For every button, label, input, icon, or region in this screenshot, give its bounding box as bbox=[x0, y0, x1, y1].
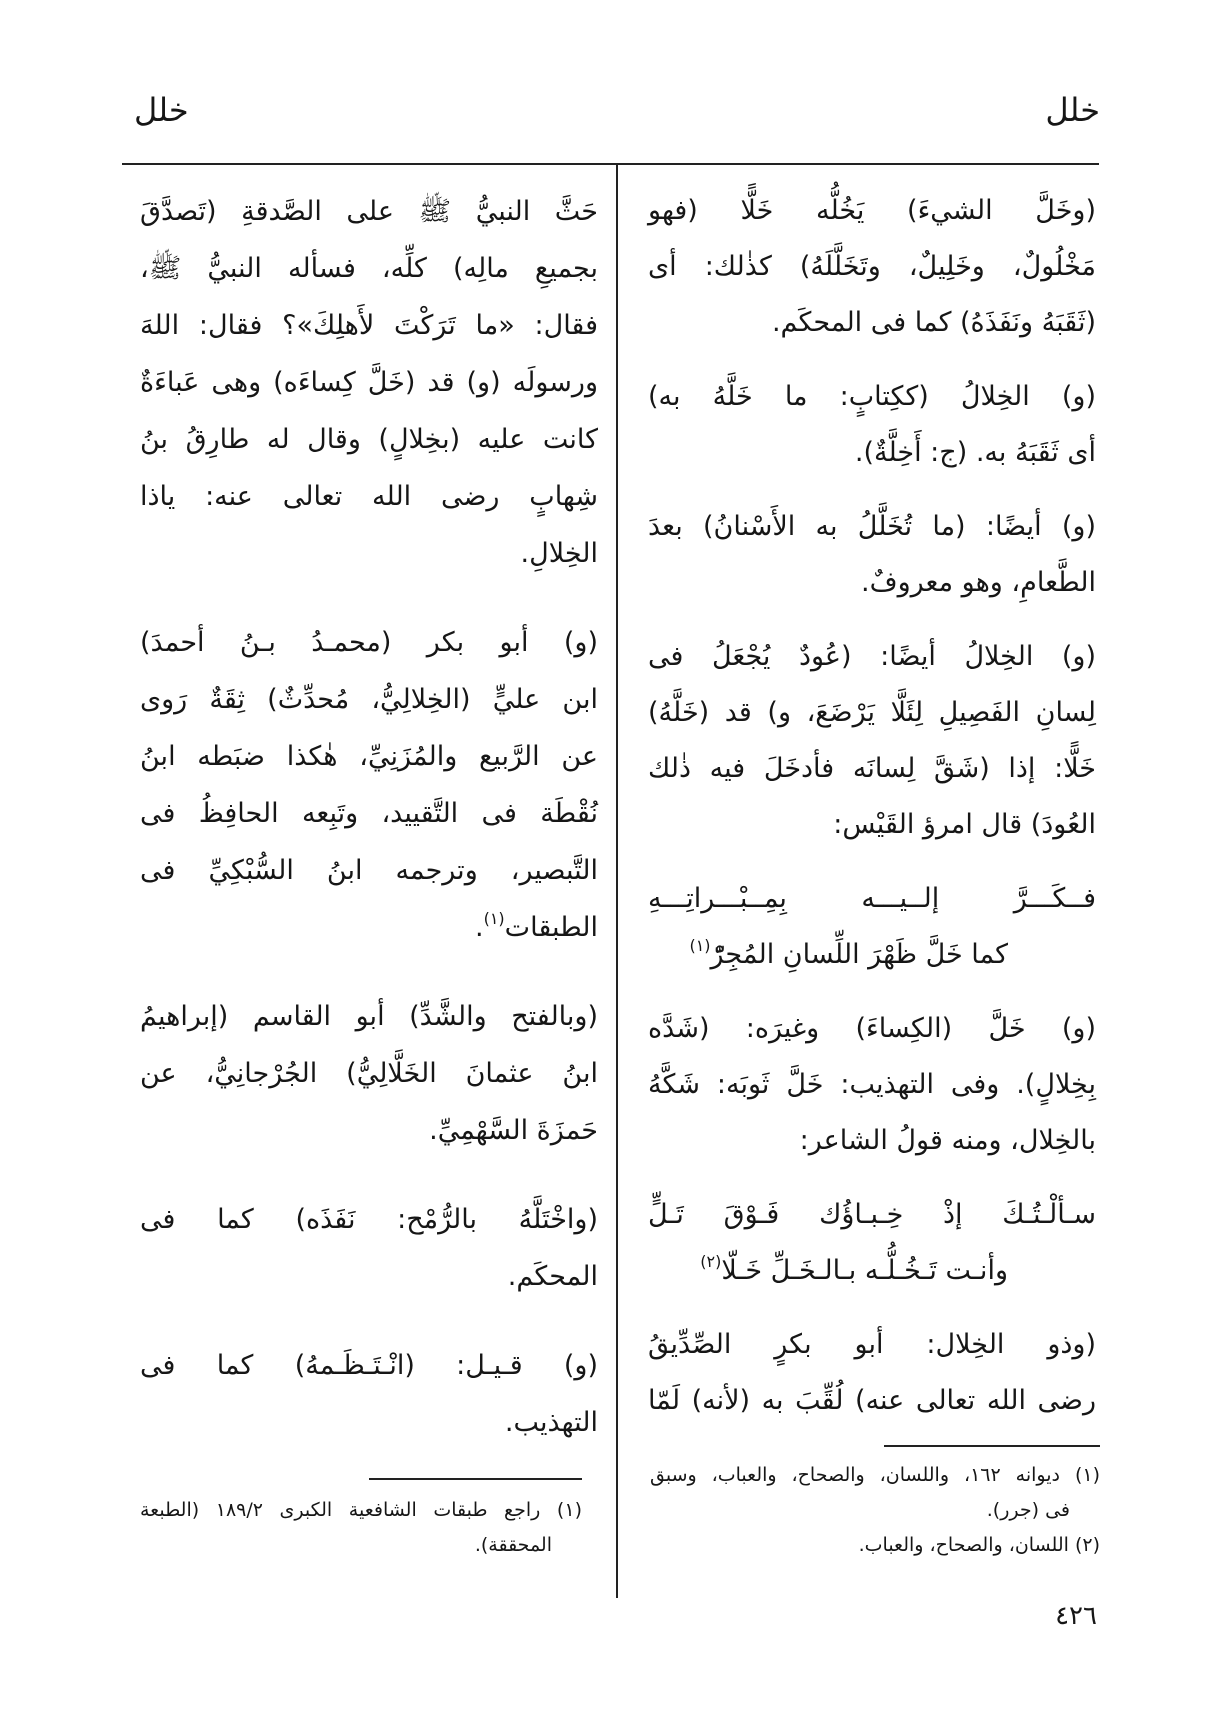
text-line: مَخْلُولٌ، وخَلِيلٌ، وتَخَلَّلَهُ) كذٰلك: أى bbox=[648, 251, 1096, 282]
line-text: الطبقات bbox=[504, 912, 598, 943]
verse-block bbox=[648, 1187, 1096, 1299]
text-line: (و) خَلَّ (الكِساءَ) وغيرَه: (شَدَّه bbox=[648, 1013, 1096, 1044]
text-line: بالخِلال، ومنه قولُ الشاعر: bbox=[799, 1125, 1096, 1156]
entry-paragraph bbox=[648, 499, 1096, 611]
footnote-line: (٢) اللسان، والصحاح، والعباب. bbox=[858, 1534, 1100, 1556]
footnote-line: فى (جرر). bbox=[986, 1499, 1070, 1521]
right-column bbox=[648, 183, 1096, 1447]
text-line: خَلًّا: إذا (شَقَّ لِسانَه فأدخَلَ فيه ذٰلك bbox=[648, 753, 1096, 784]
text-line: شِهابٍ رضى الله تعالى عنه: ياذا bbox=[140, 481, 598, 512]
footnote-rule bbox=[884, 1445, 1100, 1447]
text-line: حَثَّ النبيُّ ﷺ على الصَّدقةِ (تَصدَّقَ bbox=[140, 196, 598, 227]
verse-text: كما خَلَّ ظَهْرَ اللِّسانِ المُجِرّْ bbox=[710, 939, 1008, 970]
footnote-line: المحققة). bbox=[474, 1534, 552, 1556]
verse-line bbox=[648, 1243, 1096, 1299]
entry-paragraph bbox=[140, 988, 598, 1159]
entry-paragraph bbox=[140, 1191, 598, 1305]
footnote-marker: (١) bbox=[483, 909, 505, 928]
text-line: (و) أبو بكر (محمـدُ بـنُ أحمدَ) bbox=[140, 627, 598, 658]
entry-paragraph bbox=[648, 629, 1096, 853]
text-line: فقال: «ما تَرَكْتَ لأَهلِكَ»؟ فقال: اللهَ bbox=[140, 310, 598, 341]
footnote-line: (١) راجع طبقات الشافعية الكبرى ١٨٩/٢ (الطبعة bbox=[140, 1499, 582, 1521]
verse-block bbox=[648, 871, 1096, 983]
text-line: حَمزَةَ السَّهْمِيِّ. bbox=[429, 1115, 598, 1146]
text-line: أى ثَقَبَهُ به. (ج: أَخِلَّةٌ). bbox=[854, 437, 1096, 468]
verse-text: وأنـت تَـخُـلُّـه بـالـخَـلِّ خَـلّا bbox=[721, 1255, 1008, 1286]
verse-line: سـألْـتُـكَ إذْ خِـبـاؤُك فَـوْقَ تَـلٍّ bbox=[648, 1199, 1096, 1230]
text-line: ابنُ عثمانَ الخَلَّالِيُّ) الجُرْجانِيُّ، عن bbox=[140, 1058, 598, 1089]
text-line: كانت عليه (بخِلالٍ) وقال له طارِقُ بنُ bbox=[140, 424, 598, 455]
footnote-marker: (٢) bbox=[700, 1252, 722, 1271]
text-line: (و) الخِلالُ (ككِتابٍ: ما خَلَّهُ به) bbox=[648, 381, 1096, 412]
text-line: التهذيب. bbox=[504, 1407, 598, 1438]
text-line: نُقْطَة فى التَّقييد، وتَبِعه الحافِظُ فى bbox=[140, 798, 598, 829]
text-line: (وذو الخِلال: أبو بكرٍ الصِّدِّيقُ bbox=[648, 1329, 1096, 1360]
text-line: رضى الله تعالى عنه) لُقِّبَ به (لأنه) لَمّا bbox=[648, 1385, 1096, 1416]
text-line: (و) قـيـل: (انْـتَـظَـمهُ) كما فى bbox=[140, 1350, 598, 1381]
footnote-marker: (١) bbox=[689, 936, 711, 955]
text-line: (ثَقَبَهُ ونَفَذَهُ) كما فى المحكَم. bbox=[771, 307, 1096, 338]
text-line: الخِلالِ. bbox=[520, 538, 598, 569]
entry-paragraph bbox=[648, 183, 1096, 351]
verse-line bbox=[648, 927, 1096, 983]
entry-paragraph bbox=[140, 614, 598, 956]
text-line: (وبالفتح والشَّدِّ) أبو القاسم (إبراهيمُ bbox=[140, 1001, 598, 1032]
entry-paragraph bbox=[648, 1001, 1096, 1169]
text-line: (و) الخِلالُ أيضًا: (عُودٌ يُجْعَلُ فى bbox=[648, 641, 1096, 672]
running-header-right: خلل bbox=[1045, 91, 1100, 129]
footnotes-right bbox=[650, 1458, 1100, 1563]
text-line: ابن عليٍّ (الخِلالِيُّ، مُحدِّثٌ) ثِقَةٌ رَوى bbox=[140, 684, 598, 715]
footnotes-left bbox=[140, 1493, 582, 1563]
footnote-rule bbox=[369, 1478, 582, 1480]
text-line: لِسانِ الفَصِيلِ لِئَلَّا يَرْضَعَ، و) قد (خَلَّهُ) bbox=[648, 697, 1096, 728]
text-line: (و) أيضًا: (ما تُخَلَّلُ به الأَسْنانُ) بعدَ bbox=[648, 511, 1096, 542]
page-number: ٤٢٦ bbox=[1055, 1601, 1097, 1631]
left-column bbox=[140, 183, 598, 1483]
text-line: بِخِلالٍ). وفى التهذيب: خَلَّ ثَوبَه: شَكَّهُ bbox=[648, 1069, 1096, 1100]
text-line: عن الرَّبيع والمُزَنِيِّ، هٰكذا ضبَطه ابنُ bbox=[140, 741, 598, 772]
entry-paragraph bbox=[140, 1337, 598, 1451]
entry-paragraph bbox=[648, 369, 1096, 481]
text-line: المحكَم. bbox=[507, 1261, 598, 1292]
verse-line: فــكَـــرَّ إلــيـــه بِمِــبْـــراتِـــهِ bbox=[648, 883, 1096, 914]
text-line: (وخَلَّ الشيءَ) يَخُلُّه خَلًّا (فهو bbox=[648, 195, 1096, 226]
text-line: الطَّعامِ، وهو معروفٌ. bbox=[861, 567, 1096, 598]
column-divider bbox=[616, 164, 618, 1598]
text-line: بجميعِ مالِه) كلِّه، فسأله النبيُّ ﷺ، bbox=[140, 253, 598, 284]
running-header-left: خلل bbox=[134, 91, 189, 129]
text-line: التَّبصير، وترجمه ابنُ السُّبْكِيِّ فى bbox=[140, 855, 598, 886]
line-tail: . bbox=[474, 912, 484, 943]
text-line bbox=[140, 899, 598, 956]
text-line: (واخْتَلَّهُ بالرُّمْح: نَفَذَه) كما فى bbox=[140, 1204, 598, 1235]
text-line: العُودَ) قال امرؤ القَيْس: bbox=[833, 809, 1096, 840]
footnote-line: (١) ديوانه ١٦٢، واللسان، والصحاح، والعباب، وسبق bbox=[650, 1464, 1100, 1486]
entry-paragraph bbox=[648, 1317, 1096, 1429]
text-line: ورسولَه (و) قد (خَلَّ كِساءَه) وهى عَباءَةٌ bbox=[140, 367, 598, 398]
entry-paragraph bbox=[140, 183, 598, 582]
header-rule bbox=[122, 163, 1099, 165]
